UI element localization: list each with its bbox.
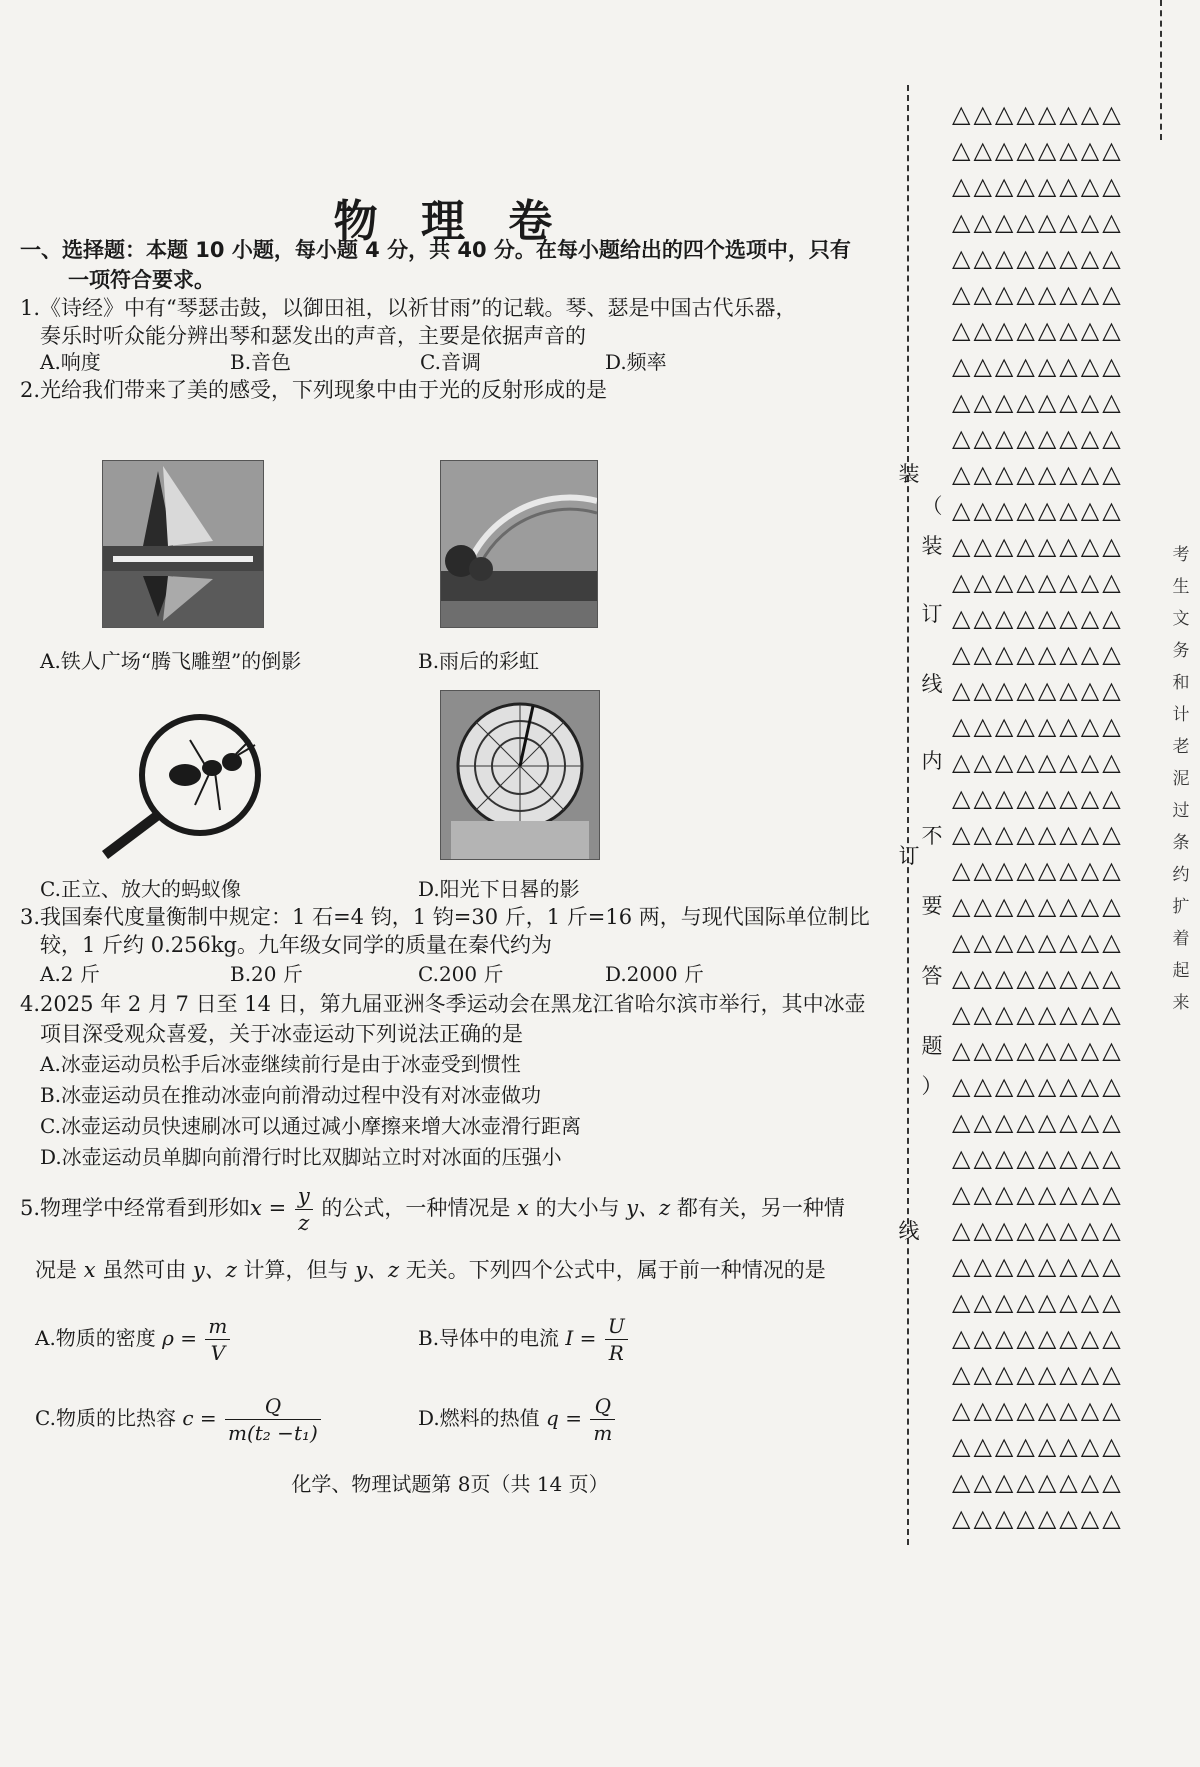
handwritten-char: 扩 <box>1172 897 1190 917</box>
handwritten-char: 老 <box>1172 737 1190 757</box>
q5-option-a-label: A.物质的密度 <box>35 1326 163 1350</box>
q5-option-d-var: q <box>546 1406 559 1430</box>
q4-stem-line2: 项目深受观众喜爱，关于冰壶运动下列说法正确的是 <box>40 1022 523 1046</box>
q5-option-a-fraction <box>205 1313 230 1366</box>
triangle-row: △△△△△△△△ <box>952 748 1124 776</box>
handwritten-char: 文 <box>1172 609 1190 629</box>
q5-option-b-label: B.导体中的电流 <box>418 1326 566 1350</box>
q2-caption-b: B.雨后的彩虹 <box>418 649 540 673</box>
q5-equals: = <box>261 1196 293 1220</box>
binding-char: 要 <box>921 894 943 918</box>
q5-stem-line2 <box>35 1256 826 1284</box>
triangle-row: △△△△△△△△ <box>952 280 1124 308</box>
sundial-photo <box>440 690 600 860</box>
q3-stem-line1: 3.我国秦代度量衡制中规定：1 石=4 钧，1 钧=30 斤，1 斤=16 两，与现代国际单位制比 <box>20 905 870 929</box>
handwritten-char: 条 <box>1172 833 1190 853</box>
triangle-row: △△△△△△△△ <box>952 1036 1124 1064</box>
binding-char: （ <box>921 494 943 518</box>
rainbow-photo <box>440 460 598 628</box>
q5-option-b-var: I <box>565 1326 574 1350</box>
q3-option-b: B.20 斤 <box>230 962 303 986</box>
triangle-row: △△△△△△△△ <box>952 1396 1124 1424</box>
q5-var-yz: y、z <box>355 1258 400 1282</box>
q5-option-c-denominator: m(t₂ −t₁) <box>228 1421 318 1445</box>
q1-stem-line2: 奏乐时听众能分辨出琴和瑟发出的声音，主要是依据声音的 <box>40 324 586 348</box>
page-footer: 化学、物理试题第 8页（共 14 页） <box>291 1472 609 1496</box>
q5-option-b-fraction <box>605 1313 628 1366</box>
q5-option-a-var: ρ <box>162 1326 174 1350</box>
q1-stem-line1: 1.《诗经》中有“琴瑟击鼓，以御田祖，以祈甘雨”的记载。琴、瑟是中国古代乐器， <box>20 296 797 320</box>
handwritten-char: 和 <box>1172 673 1190 693</box>
triangle-row: △△△△△△△△ <box>952 892 1124 920</box>
q5-text: 虽然可由 <box>95 1258 193 1282</box>
binding-char: 内 <box>921 749 943 773</box>
q5-option-a-numerator: m <box>205 1313 230 1340</box>
q2-stem: 2.光给我们带来了美的感受，下列现象中由于光的反射形成的是 <box>20 378 608 402</box>
sculpture-reflection-photo <box>102 460 264 628</box>
q2-caption-a: A.铁人广场“腾飞雕塑”的倒影 <box>40 649 302 673</box>
q5-var-x: x <box>517 1196 529 1220</box>
q3-option-a: A.2 斤 <box>40 962 100 986</box>
q5-option-d-fraction <box>590 1393 615 1446</box>
q3-option-d: D.2000 斤 <box>605 962 704 986</box>
triangle-row: △△△△△△△△ <box>952 532 1124 560</box>
triangle-row: △△△△△△△△ <box>952 100 1124 128</box>
triangle-row: △△△△△△△△ <box>952 1072 1124 1100</box>
handwritten-char: 生 <box>1172 577 1190 597</box>
binding-char: 装 <box>898 462 920 486</box>
q5-option-b-denominator: R <box>608 1341 624 1365</box>
q5-text: 计算，但与 <box>236 1258 356 1282</box>
q5-option-c-var: c <box>182 1406 194 1430</box>
triangle-row: △△△△△△△△ <box>952 676 1124 704</box>
triangle-row: △△△△△△△△ <box>952 388 1124 416</box>
binding-char: 题 <box>921 1034 943 1058</box>
q5-option-c-numerator: Q <box>225 1393 321 1420</box>
q5-stem-line1 <box>20 1180 845 1236</box>
section-heading-line1: 一、选择题：本题 10 小题，每小题 4 分，共 40 分。在每小题给出的四个选项中，只有 <box>20 238 851 262</box>
triangle-row: △△△△△△△△ <box>952 856 1124 884</box>
page-title: 物 理 卷 <box>333 196 567 247</box>
q5-option-b: B.导体中的电流 I = $\frac{U}{R}$ <box>418 1310 630 1366</box>
triangle-row: △△△△△△△△ <box>952 496 1124 524</box>
q5-var-yz: y、z <box>626 1196 671 1220</box>
q3-stem-line2: 较，1 斤约 0.256kg。九年级女同学的质量在秦代约为 <box>40 933 552 957</box>
triangle-row: △△△△△△△△ <box>952 1324 1124 1352</box>
triangle-row: △△△△△△△△ <box>952 424 1124 452</box>
triangle-row: △△△△△△△△ <box>952 136 1124 164</box>
triangle-row: △△△△△△△△ <box>952 964 1124 992</box>
magnifier-ant-illustration <box>100 710 270 860</box>
triangle-row: △△△△△△△△ <box>952 712 1124 740</box>
triangle-row: △△△△△△△△ <box>952 1144 1124 1172</box>
triangle-row: △△△△△△△△ <box>952 1504 1124 1532</box>
triangle-row: △△△△△△△△ <box>952 352 1124 380</box>
handwritten-char: 起 <box>1172 961 1190 981</box>
q5-option-d-numerator: Q <box>590 1393 615 1420</box>
triangle-row: △△△△△△△△ <box>952 820 1124 848</box>
triangle-row: △△△△△△△△ <box>952 1180 1124 1208</box>
triangle-row: △△△△△△△△ <box>952 640 1124 668</box>
handwritten-char: 考 <box>1172 545 1190 565</box>
q4-option-b: B.冰壶运动员在推动冰壶向前滑动过程中没有对冰壶做功 <box>40 1083 542 1107</box>
triangle-row: △△△△△△△△ <box>952 1360 1124 1388</box>
handwritten-char: 来 <box>1172 993 1190 1013</box>
q5-option-a: A.物质的密度 ρ = $\frac{m}{V}$ <box>35 1310 232 1366</box>
q5-numerator: y <box>295 1183 313 1210</box>
triangle-row: △△△△△△△△ <box>952 1108 1124 1136</box>
q5-fraction <box>295 1183 313 1236</box>
q5-text: 无关。下列四个公式中，属于前一种情况的是 <box>399 1258 826 1282</box>
q5-option-d: D.燃料的热值 q = $\frac{Q}{m}$ <box>418 1390 617 1446</box>
binding-char: 装 <box>921 534 943 558</box>
triangle-row: △△△△△△△△ <box>952 1432 1124 1460</box>
triangle-row: △△△△△△△△ <box>952 604 1124 632</box>
q4-stem-line1: 4.2025 年 2 月 7 日至 14 日，第九届亚洲冬季运动会在黑龙江省哈尔滨市举行，其中冰壶 <box>20 992 866 1016</box>
q5-option-a-denominator: V <box>210 1341 226 1365</box>
q5-option-b-numerator: U <box>605 1313 628 1340</box>
edge-dashed-line <box>1160 0 1162 140</box>
q4-option-c: C.冰壶运动员快速刷冰可以通过减小摩擦来增大冰壶滑行距离 <box>40 1114 581 1138</box>
triangle-row: △△△△△△△△ <box>952 172 1124 200</box>
binding-char: 订 <box>921 602 943 626</box>
binding-char: ） <box>921 1074 943 1098</box>
binding-char: 线 <box>898 1219 920 1243</box>
triangle-row: △△△△△△△△ <box>952 784 1124 812</box>
q4-option-d: D.冰壶运动员单脚向前滑行时比双脚站立时对冰面的压强小 <box>40 1145 562 1169</box>
q5-option-d-label: D.燃料的热值 <box>418 1406 547 1430</box>
q2-caption-d: D.阳光下日晷的影 <box>418 877 580 901</box>
binding-char: 订 <box>898 844 920 868</box>
q5-option-c: C.物质的比热容 c = $\frac{Q}{\text{m(t₂ −t₁)}}$ <box>35 1390 323 1446</box>
triangle-row: △△△△△△△△ <box>952 460 1124 488</box>
binding-char: 不 <box>921 824 943 848</box>
q1-option-c: C.音调 <box>420 350 481 374</box>
q5-var-x: x <box>250 1196 262 1220</box>
triangle-row: △△△△△△△△ <box>952 244 1124 272</box>
triangle-row: △△△△△△△△ <box>952 1288 1124 1316</box>
handwritten-char: 着 <box>1172 929 1190 949</box>
q5-var-yz: y、z <box>192 1258 237 1282</box>
q5-text: 都有关，另一种情 <box>670 1196 845 1220</box>
binding-dashed-line <box>907 85 909 1545</box>
handwritten-char: 约 <box>1172 865 1190 885</box>
q1-option-b: B.音色 <box>230 350 292 374</box>
q5-var-x: x <box>83 1258 96 1282</box>
handwritten-char: 务 <box>1172 641 1190 661</box>
q5-option-c-label: C.物质的比热容 <box>35 1406 183 1430</box>
triangle-row: △△△△△△△△ <box>952 1468 1124 1496</box>
triangle-row: △△△△△△△△ <box>952 1216 1124 1244</box>
binding-char: 答 <box>921 964 943 988</box>
triangle-row: △△△△△△△△ <box>952 568 1124 596</box>
q1-option-d: D.频率 <box>605 350 667 374</box>
section-heading-line2: 一项符合要求。 <box>68 268 215 292</box>
binding-char: 线 <box>921 672 943 696</box>
triangle-row: △△△△△△△△ <box>952 928 1124 956</box>
handwritten-char: 计 <box>1172 705 1190 725</box>
handwritten-char: 泥 <box>1172 769 1190 789</box>
q1-option-a: A.响度 <box>40 350 101 374</box>
q5-text: 况是 <box>35 1258 84 1282</box>
triangle-row: △△△△△△△△ <box>952 208 1124 236</box>
q5-text: 的公式，一种情况是 <box>314 1196 518 1220</box>
q4-option-a: A.冰壶运动员松手后冰壶继续前行是由于冰壶受到惯性 <box>40 1052 521 1076</box>
handwritten-char: 过 <box>1172 801 1190 821</box>
q2-caption-c: C.正立、放大的蚂蚁像 <box>40 877 241 901</box>
triangle-row: △△△△△△△△ <box>952 316 1124 344</box>
q5-text: 5.物理学中经常看到形如 <box>20 1196 251 1220</box>
triangle-row: △△△△△△△△ <box>952 1252 1124 1280</box>
q5-text: 的大小与 <box>528 1196 627 1220</box>
q3-option-c: C.200 斤 <box>418 962 504 986</box>
triangle-row: △△△△△△△△ <box>952 1000 1124 1028</box>
q5-option-c-fraction <box>225 1393 321 1446</box>
q5-option-d-denominator: m <box>593 1421 613 1445</box>
q5-denominator: z <box>298 1211 310 1235</box>
